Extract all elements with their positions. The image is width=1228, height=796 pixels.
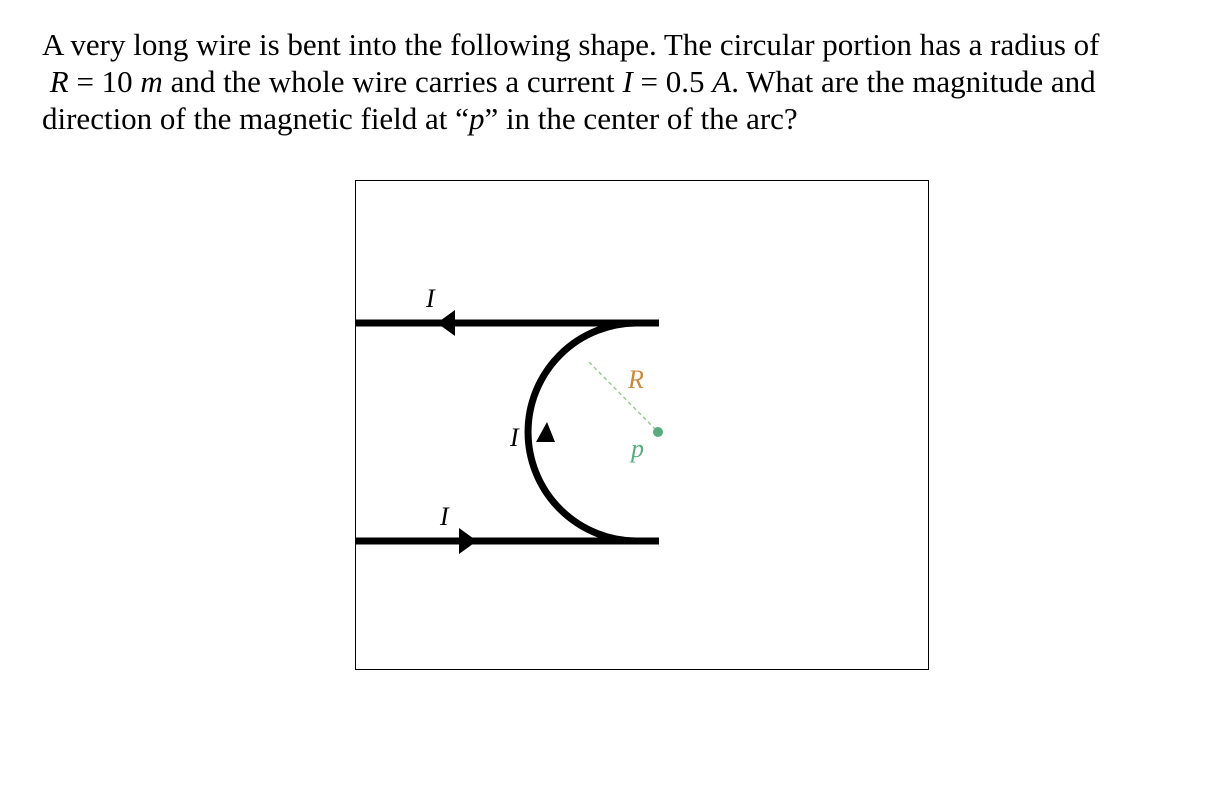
top-current-label: I [426, 284, 435, 313]
arc-current-label: I [510, 423, 519, 452]
radius-label: R [628, 365, 644, 394]
current-unit: A [712, 64, 732, 99]
question-text-middle: and the whole wire carries a current [162, 64, 623, 99]
wire-diagram [355, 180, 929, 671]
figure-frame [356, 181, 929, 670]
point-variable: p [468, 101, 485, 136]
point-label: p [631, 434, 644, 463]
question-text-post: ” in the center of the arc? [484, 101, 798, 136]
wire-diagram-svg [355, 180, 929, 671]
question-text-pre: direction of the magnetic field at “ [42, 101, 469, 136]
bottom-current-label: I [440, 502, 449, 531]
radius-variable: R [49, 64, 69, 99]
center-point-dot [653, 427, 663, 437]
question-line-2 [42, 63, 1212, 100]
question-line-3 [42, 100, 1212, 137]
radius-unit: m [140, 64, 163, 99]
question-text [42, 26, 1212, 137]
radius-value: 10 [101, 64, 133, 99]
equals-sign: = [68, 64, 102, 99]
question-line-1: A very long wire is bent into the following shape. The circular portion has a radius of [42, 27, 1100, 62]
equals-sign: = [632, 64, 666, 99]
current-value: 0.5 [665, 64, 705, 99]
current-variable: I [622, 64, 633, 99]
question-text-tail: . What are the magnitude and [731, 64, 1096, 99]
